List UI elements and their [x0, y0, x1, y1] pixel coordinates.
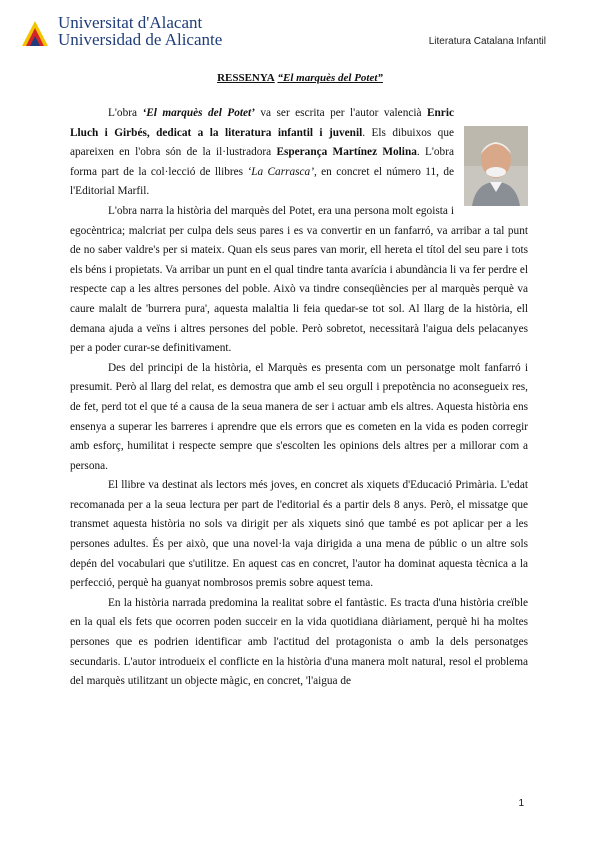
text-run: va ser escrita per l'autor valencià [254, 107, 427, 119]
title-label: RESSENYA [217, 72, 275, 84]
text-run: L'obra [108, 107, 143, 119]
university-names [58, 14, 222, 48]
paragraph-3: Des del principi de la història, el Marquès es presenta com un personatge molt fanfarró i presumit. Però al llarg del relat, es demostra que amb el seu orgull i prepotència no aconsegueix res, de fet, perd tot el que té a causa de la seua manera de ser i actuar amb els altres. Aquesta història ens ensenya a superar les barreres i aprendre que els errors que es cometen en la vida es poden corregir amb esforç, humilitat i respecte sempre que s'escolten les opinions dels altres per a millorar com a persona. [70, 361, 528, 472]
paragraph-5: En la història narrada predomina la realitat sobre el fantàstic. Es tracta d'una història creïble en la qual els fets que ocorren poden succeir en la vida quotidiana diàriament, perquè hi ha moltes persones que es podrien identificar amb l'actitud del protagonista o amb la dels personatges secundaris. L'autor introdueix el conflicte en la història d'una manera molt natural, resol el problema del marquès utilitzant un objecte màgic, en concret, 'l'aigua de [70, 596, 528, 688]
document-title [0, 72, 600, 84]
text-run: . L'obra forma part de la col·lecció de llibres [70, 146, 454, 178]
course-name: Literatura Catalana Infantil [428, 36, 546, 47]
document-body [70, 104, 528, 692]
illustrator-name: Esperança Martínez Molina [276, 146, 417, 159]
collection-name: ‘La Carrasca’ [247, 165, 314, 178]
paragraph-2: L'obra narra la història del marquès del Potet, era una persona molt egoista i egocèntrica; malcriat per culpa dels seus pares i es va convertir en un fanfarró, va arribar a tal punt de no saber valdre's per si mateix. Quan els seus pares van morir, ell hereta el títol del seu pare i tots els béns i propietats. Va arribar un punt en el qual tindre tanta avarícia i abundància li va fer perdre el respecte cap a les altres persones del poble. Això va tindre conseqüències per al marquès perquè va caure malalt de 'burrera pura', aquesta malaltia li feia quedar-se tot sol. Al llarg de la història, ell demana ajuda a veïns i altres persones del poble. Però sobretot, necessitarà l'aigua dels pelacanyes per a poder curar-se definitivament. [70, 204, 528, 355]
text-run: , en concret el número 11, de l'Editorial Marfil. [70, 165, 454, 198]
paragraph-4: El llibre va destinat als lectors més joves, en concret als xiquets d'Educació Primària. L'edat recomanada per a la seua lectura per part de l'editorial és a partir dels 8 anys. Però, el missatge que transmet aquesta història no sols va dirigit per als xiquets sinó que també es pot aplicar per a les persones adultes. És per això, que una novel·la vaja dirigida a una mena de públic o un altre sols depén del vocabulari que s'utilitze. En aquest cas en concret, l'autor ha dominat aquesta tècnica a la perfecció, perquè ha guanyat nombrosos premis sobre aquest tema. [70, 479, 528, 590]
page-number: 1 [518, 798, 524, 809]
title-book: “El marquès del Potet” [277, 72, 383, 84]
author-name: Enric Lluch i Girbés, dedicat a la literatura infantil i juvenil [70, 107, 454, 139]
university-logo-icon [20, 18, 50, 48]
text-run: . Els dibuixos que apareixen en l'obra són de la il·lustradora [70, 126, 454, 159]
author-portrait-icon [464, 126, 528, 206]
author-photo [464, 126, 528, 206]
university-name-ca: Universitat d'Alacant [58, 13, 203, 32]
university-name-es: Universidad de Alicante [58, 30, 223, 49]
page-header [0, 0, 600, 62]
book-title-ref: ‘El marquès del Potet’ [142, 107, 255, 119]
paragraph-intro [70, 104, 528, 202]
